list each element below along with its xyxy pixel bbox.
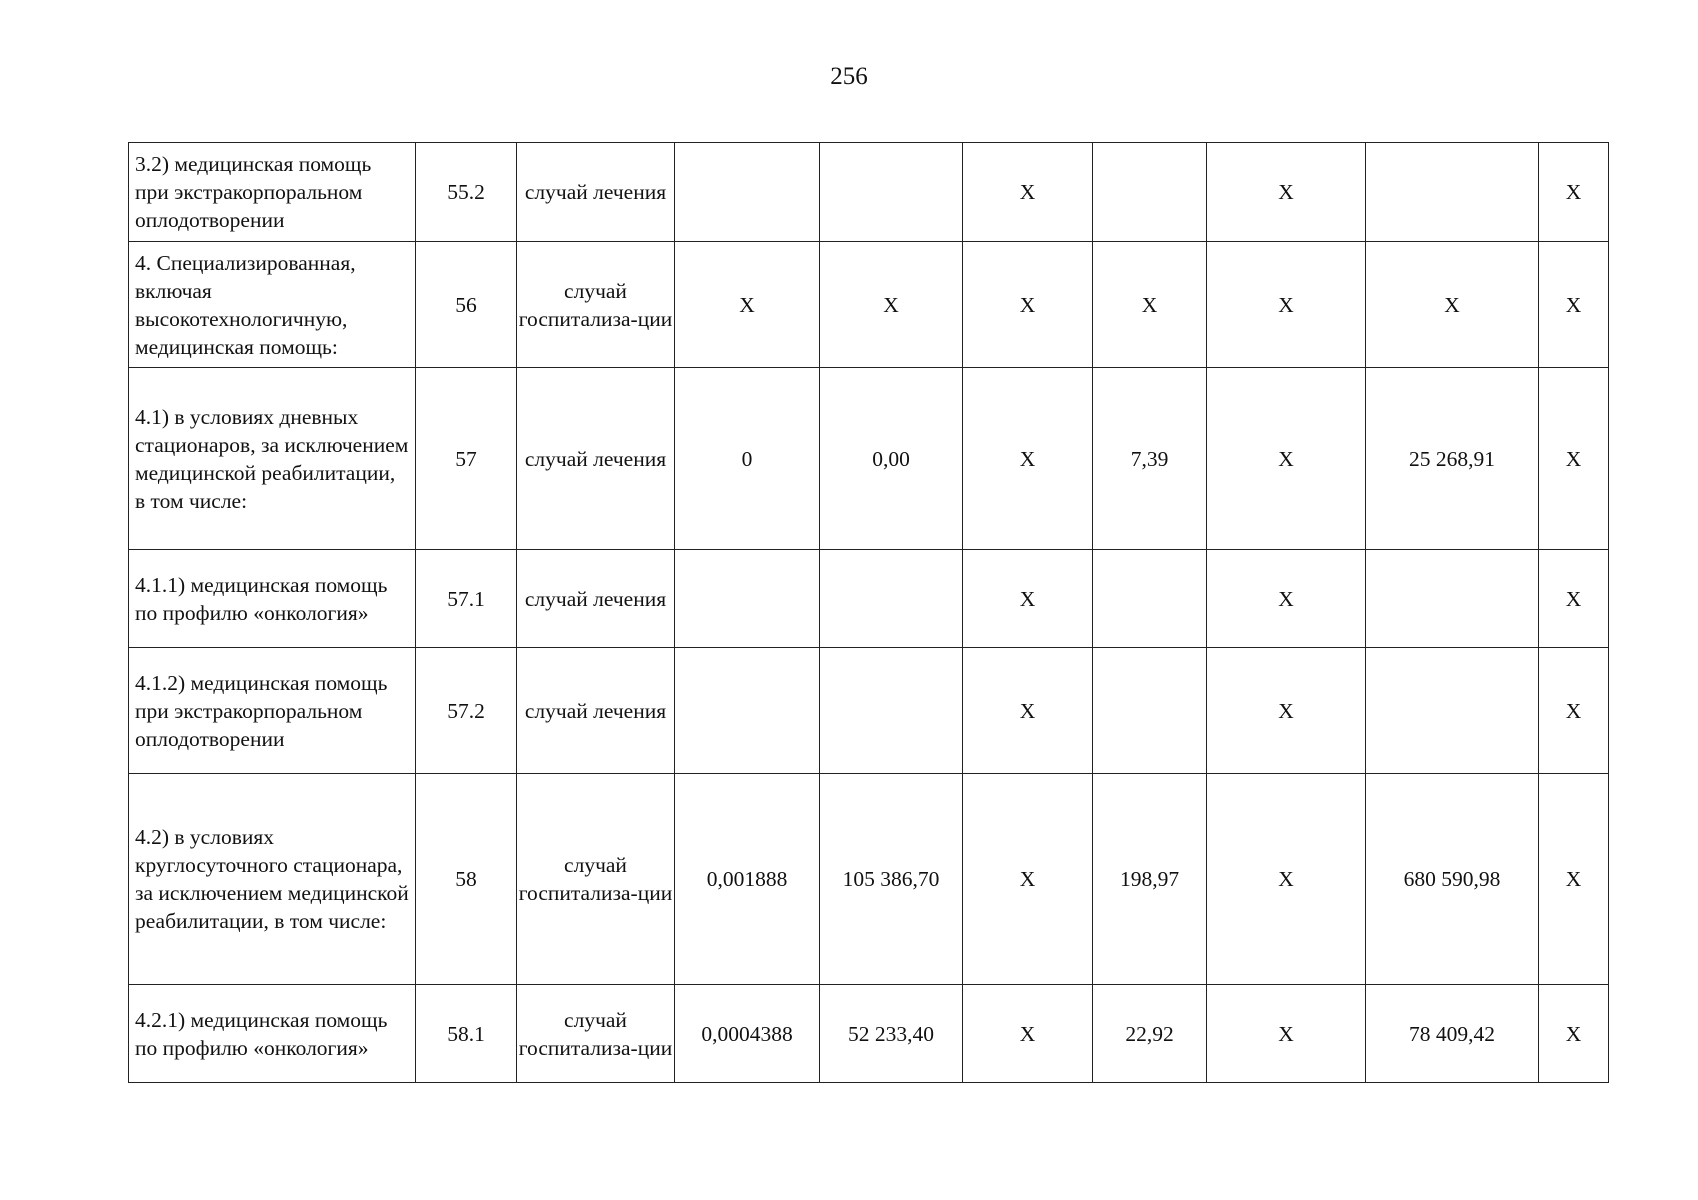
- row-value: X: [1207, 368, 1366, 550]
- row-name: 4.1) в условиях дневных стационаров, за исключением медицинской реабилитации, в том числе:: [129, 368, 416, 550]
- row-unit: случай лечения: [517, 550, 675, 648]
- row-value: 25 268,91: [1366, 368, 1539, 550]
- row-name: 4.2) в условиях круглосуточного стационара, за исключением медицинской реабилитации, в том числе:: [129, 774, 416, 985]
- row-value: [1093, 550, 1207, 648]
- row-value: [675, 648, 820, 774]
- row-unit: случай лечения: [517, 143, 675, 242]
- row-value: 198,97: [1093, 774, 1207, 985]
- row-value: X: [963, 550, 1093, 648]
- row-unit: случай госпитализа-ции: [517, 774, 675, 985]
- table-row: [129, 648, 1609, 774]
- row-value: X: [963, 242, 1093, 368]
- table-row: [129, 985, 1609, 1083]
- row-value: X: [1539, 143, 1609, 242]
- row-unit: случай госпитализа-ции: [517, 242, 675, 368]
- row-name: 3.2) медицинская помощь при экстракорпоральном оплодотворении: [129, 143, 416, 242]
- table-row: [129, 368, 1609, 550]
- row-value: 0,0004388: [675, 985, 820, 1083]
- row-value: X: [1366, 242, 1539, 368]
- row-value: X: [1093, 242, 1207, 368]
- row-value: X: [963, 774, 1093, 985]
- page-number: 256: [830, 63, 868, 90]
- row-value: 7,39: [1093, 368, 1207, 550]
- row-value: [820, 648, 963, 774]
- row-name: 4. Специализированная, включая высокотехнологичную, медицинская помощь:: [129, 242, 416, 368]
- row-value: [820, 143, 963, 242]
- row-code: 57: [416, 368, 517, 550]
- table-row: [129, 550, 1609, 648]
- row-value: X: [1539, 648, 1609, 774]
- row-value: X: [963, 648, 1093, 774]
- row-value: X: [1207, 143, 1366, 242]
- row-unit: случай госпитализа-ции: [517, 985, 675, 1083]
- row-value: X: [1539, 774, 1609, 985]
- row-value: X: [1539, 368, 1609, 550]
- table-row: [129, 774, 1609, 985]
- row-value: 0,001888: [675, 774, 820, 985]
- row-value: [675, 143, 820, 242]
- row-value: X: [820, 242, 963, 368]
- row-value: X: [1207, 648, 1366, 774]
- row-value: 680 590,98: [1366, 774, 1539, 985]
- table-row: [129, 143, 1609, 242]
- row-value: [1366, 550, 1539, 648]
- row-value: 52 233,40: [820, 985, 963, 1083]
- row-value: X: [963, 985, 1093, 1083]
- row-value: 105 386,70: [820, 774, 963, 985]
- row-value: 22,92: [1093, 985, 1207, 1083]
- row-value: X: [1539, 985, 1609, 1083]
- row-value: X: [1207, 550, 1366, 648]
- row-value: X: [1539, 550, 1609, 648]
- row-code: 56: [416, 242, 517, 368]
- row-name: 4.2.1) медицинская помощь по профилю «онкология»: [129, 985, 416, 1083]
- row-value: [1093, 648, 1207, 774]
- row-name: 4.1.1) медицинская помощь по профилю «онкология»: [129, 550, 416, 648]
- row-value: [1366, 648, 1539, 774]
- row-code: 55.2: [416, 143, 517, 242]
- row-value: [675, 550, 820, 648]
- row-value: 0: [675, 368, 820, 550]
- data-table: [128, 142, 1609, 1083]
- row-code: 58.1: [416, 985, 517, 1083]
- row-value: 78 409,42: [1366, 985, 1539, 1083]
- row-value: X: [1539, 242, 1609, 368]
- row-value: [1093, 143, 1207, 242]
- row-value: X: [675, 242, 820, 368]
- row-value: X: [1207, 774, 1366, 985]
- row-unit: случай лечения: [517, 648, 675, 774]
- row-value: X: [963, 143, 1093, 242]
- row-value: [820, 550, 963, 648]
- row-code: 57.2: [416, 648, 517, 774]
- row-unit: случай лечения: [517, 368, 675, 550]
- row-value: [1366, 143, 1539, 242]
- row-name: 4.1.2) медицинская помощь при экстракорпоральном оплодотворении: [129, 648, 416, 774]
- table-row: [129, 242, 1609, 368]
- row-code: 57.1: [416, 550, 517, 648]
- row-code: 58: [416, 774, 517, 985]
- row-value: X: [963, 368, 1093, 550]
- row-value: X: [1207, 242, 1366, 368]
- row-value: 0,00: [820, 368, 963, 550]
- row-value: X: [1207, 985, 1366, 1083]
